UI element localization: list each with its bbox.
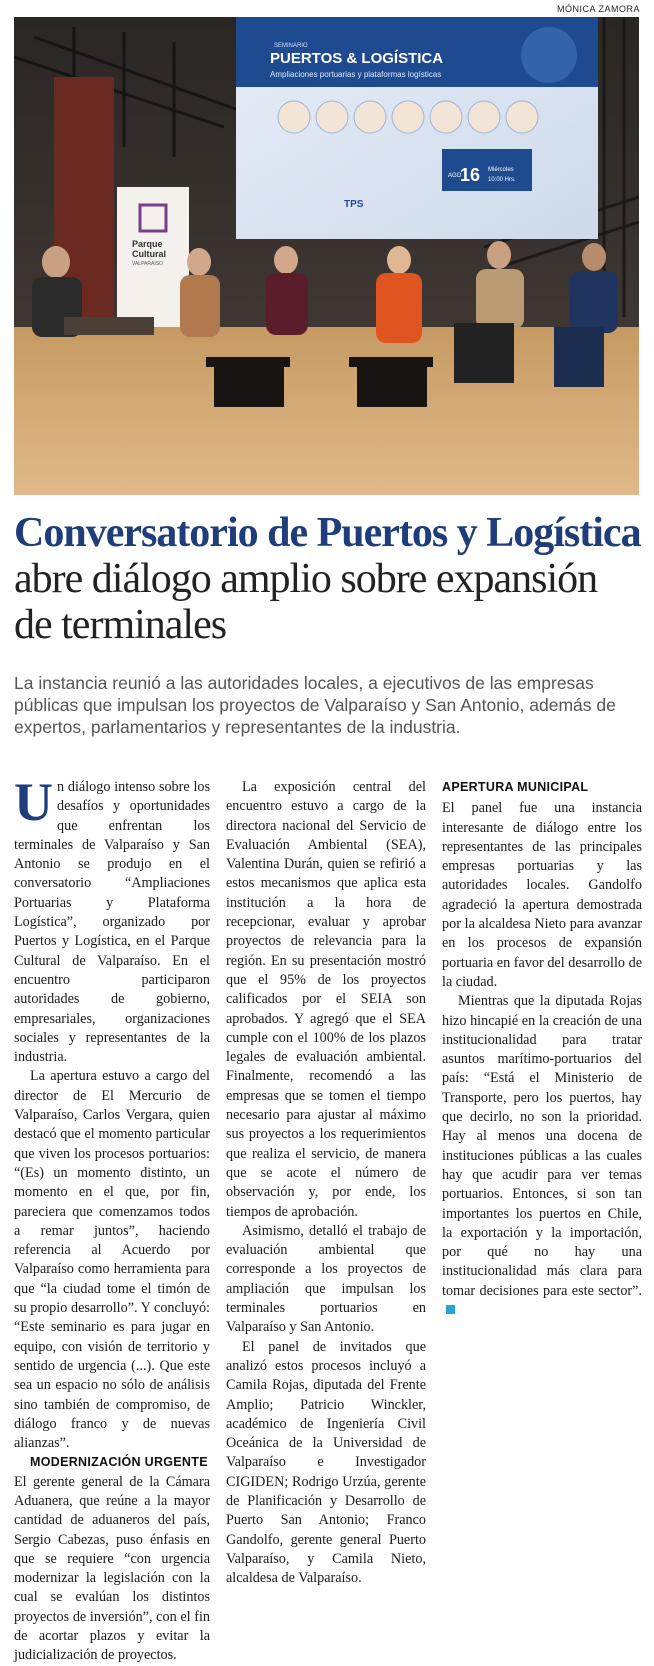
- subheading-apertura: APERTURA MUNICIPAL: [442, 780, 589, 794]
- columns-2-3-flow: [226, 778, 642, 1608]
- screen-kicker: SEMINARIO: [274, 43, 308, 49]
- screen-subtitle: Ampliaciones portuarias y plataformas logísticas: [270, 70, 442, 79]
- column-1: [14, 772, 210, 1666]
- paragraph-2: La apertura estuvo a cargo del director de El Mercurio de Valparaíso, Carlos Vergara, quien destacó que el momento particular que viven los procesos portuarios: “(Es) un momento distinto, un momento en el que, por fin, pareciera que comenzamos todos a remar juntos”, haciendo referencia al Acuerdo por Valparaíso como herramienta para que “la ciudad tome el timón de su propio desarrollo”. Y concluyó: “Este seminario es para jugar en equipo, con visión de territorio y sentido de urgencia (...). Que este sea un espacio no sólo de análisis sino también de compromiso, de diálogo franco y de nuevas alianzas”.: [14, 1068, 210, 1452]
- paragraph-6: El panel de invitados que analizó estos procesos incluyó a Camila Rojas, diputada del Frente Amplio; Patricio Winckler, académico de Ingeniería Civil Oceánica de la Universidad de Valparaíso e Investigador CIGIDEN; Rodrigo Urzúa, gerente de Planificación y Desarrollo de Puerto San Antonio; Franco Gandolfo, gerente general Puerto Valparaíso, y Camila Nieto, alcaldesa de Valparaíso.: [226, 1338, 426, 1587]
- screen-time: 10:00 Hrs.: [488, 177, 516, 183]
- paragraph-1: [14, 772, 210, 1067]
- screen-date-weekday: Miércoles: [488, 167, 514, 173]
- sign-text-1: Parque: [132, 239, 163, 249]
- headline: [14, 510, 644, 648]
- drop-cap: U: [14, 772, 53, 832]
- paragraph-4: La exposición central del encuentro estuvo a cargo de la directora nacional del Servicio de Evaluación Ambiental (SEA), Valentina Durán, quien se refirió a estos mecanismos que aplica esta institución a la hora de recepcionar, evaluar y aprobar proyectos de relevancia para la región. En su presentación mostró que el 95% de los proyectos calificados por el SEIA son aprobados. Y agregó que el SEA cumple con el 100% de los plazos legales de evaluación ambiental. Finalmente, recomendó a las empresas que se tomen el tiempo necesario para ajustar al máximo sus proyectos a los requerimientos que realiza el servicio, de manera que se acote el número de observación y, por ende, los tiempos de aprobación.: [226, 779, 426, 1220]
- sign-text-3: VALPARAÍSO: [132, 261, 163, 267]
- screen-date-day: 16: [460, 165, 481, 185]
- subheading-modernizacion: MODERNIZACIÓN URGENTE: [30, 1455, 208, 1470]
- headline-rest: abre diálogo amplio sobre expansión de terminales: [14, 556, 598, 648]
- screen-title: PUERTOS & LOGÍSTICA: [270, 50, 444, 67]
- paragraph-1-text: n diálogo intenso sobre los desafíos y oportunidades que enfrentan los terminales de Valparaíso y San Antonio se produjo en el conversatorio “Ampliaciones Portuarias y Plataforma Logística”, organizado por Puertos y Logística, en el Parque Cultural de Valparaíso. En el encuentro participaron autoridades de gobierno, empresariales, organizaciones sociales y representantes de la industria.: [14, 779, 210, 1066]
- end-mark: [446, 1305, 455, 1314]
- article-body: [14, 772, 642, 1664]
- paragraph-3: El gerente general de la Cámara Aduanera, que reúne a la mayor cantidad de aduaneros del país, Sergio Cabezas, puso énfasis en que se requiere “con urgencia modernizar la legislación con la cual se evalúan los distintos proyectos de inversión”, con el fin de acortar plazos y evitar la judicialización de proyectos.: [14, 1473, 210, 1664]
- panel-photo-illustration: [14, 17, 639, 495]
- photo-credit: MÓNICA ZAMORA: [556, 4, 640, 14]
- headline-highlight: Conversatorio de Puertos y Logística: [14, 510, 641, 556]
- deck: La instancia reunió a las autoridades locales, a ejecutivos de las empresas públicas que impulsan los proyectos de Valparaíso y San Antonio, además de expertos, parlamentarios y representantes de la industria.: [14, 673, 616, 737]
- paragraph-7: El panel fue una instancia interesante de diálogo entre los representantes de las principales empresas portuarias y las autoridades locales. Gandolfo agradeció la apertura demostrada por la alcaldesa Nieto para avanzar en los procesos de expansión portuaria en favor del desarrollo de la ciudad.: [442, 800, 642, 990]
- paragraph-8: Mientras que la diputada Rojas hizo hincapié en la creación de una institucionalidad para tratar asuntos marítimo-portuarios del país: “Está el Ministerio de Transporte, pero los puertos, hay que decirlo, no son la prioridad. Hay al menos una docena de instituciones públicas a las cuales hay que acudir para ver temas portuarios. Entonces, si son tan importantes los puertos en Chile, la exportación y la importación, por qué no hay una institucionalidad más clara para tomar decisiones para este sector”.: [442, 992, 642, 1320]
- paragraph-5: Asimismo, detalló el trabajo de evaluación ambiental que corresponde a los proyectos de ampliación que impulsan los terminales portuarios en Valparaíso y San Antonio.: [226, 1222, 426, 1336]
- event-photo: [14, 17, 639, 495]
- sign-text-2: Cultural: [132, 249, 167, 259]
- screen-date-month: AGO: [448, 173, 462, 179]
- screen-sponsor: TPS: [344, 199, 364, 210]
